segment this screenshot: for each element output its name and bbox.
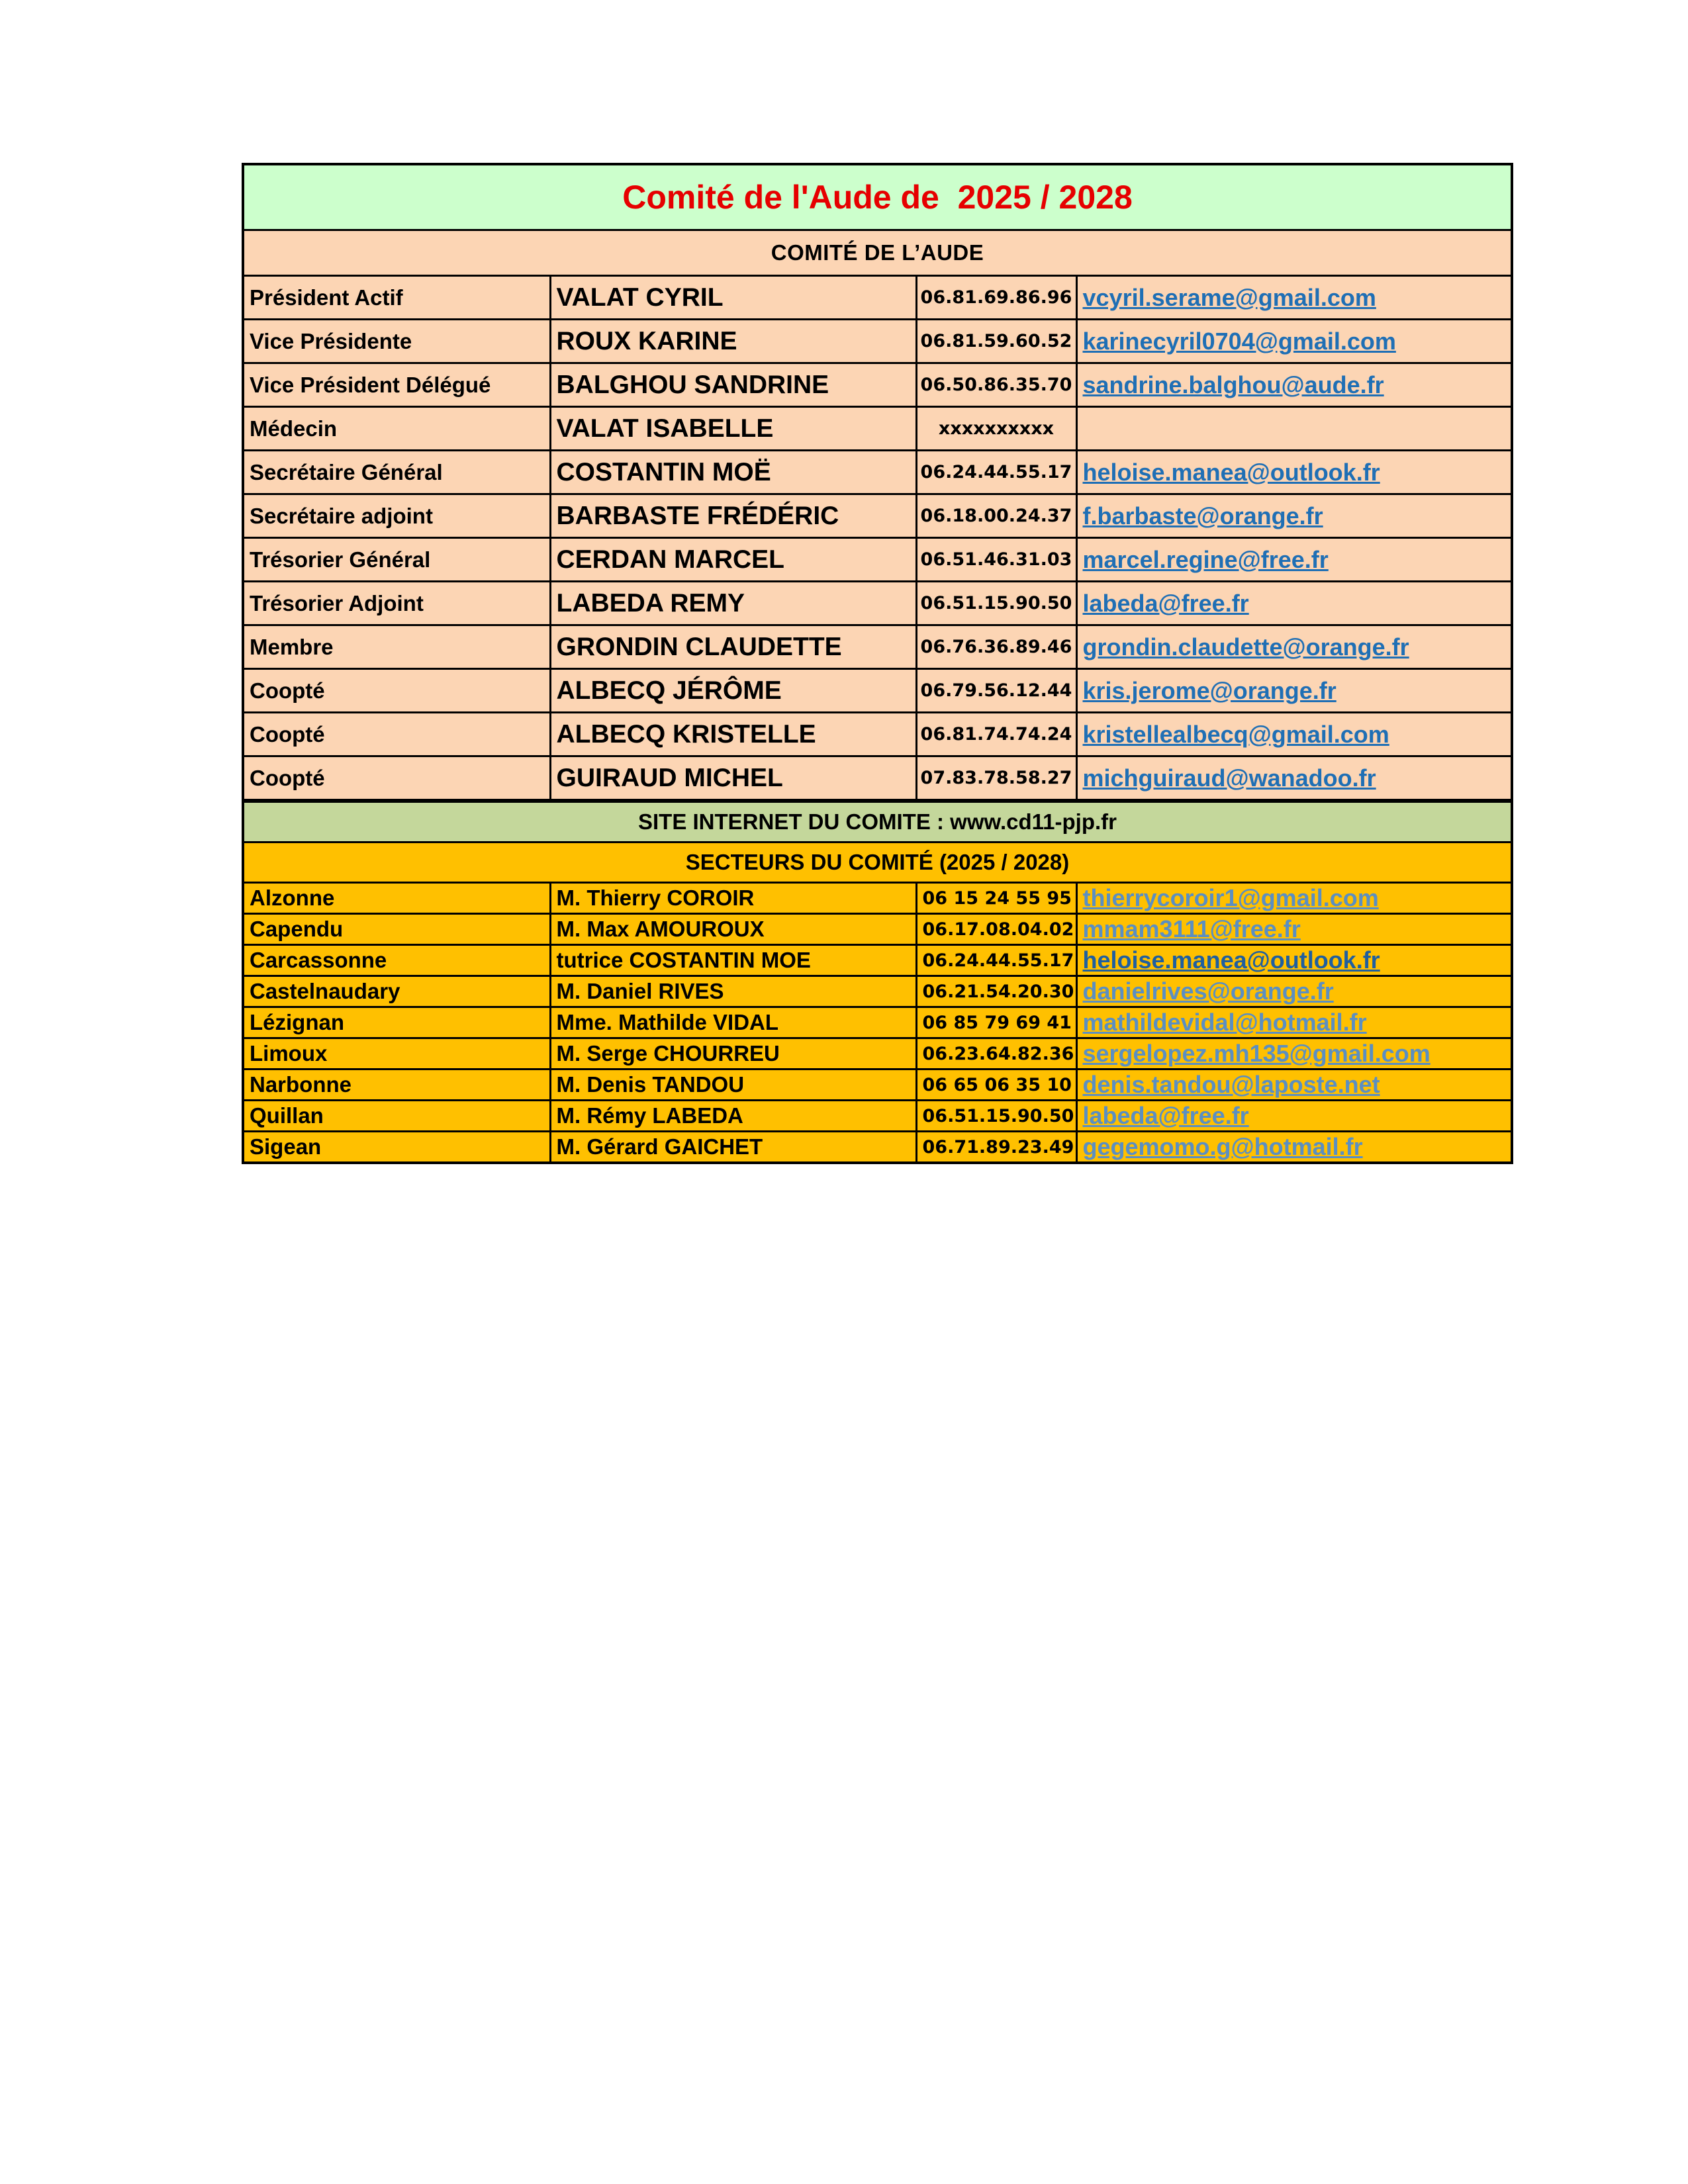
email-link[interactable]: f.barbaste@orange.fr xyxy=(1076,494,1511,538)
name-cell: BALGHOU SANDRINE xyxy=(550,363,916,407)
phone-cell: 06.21.54.20.30 xyxy=(916,976,1076,1007)
section-title-committee: COMITÉ DE L’AUDE xyxy=(244,231,1511,277)
contact-cell: M. Max AMOUROUX xyxy=(550,914,916,945)
name-cell: ALBECQ JÉRÔME xyxy=(550,669,916,713)
table-row xyxy=(244,914,1511,945)
phone-cell: 06.50.86.35.70 xyxy=(916,363,1076,407)
name-cell: CERDAN MARCEL xyxy=(550,538,916,582)
email-link[interactable]: danielrives@orange.fr xyxy=(1076,976,1511,1007)
phone-cell: 06.81.59.60.52 xyxy=(916,320,1076,363)
contact-cell: M. Serge CHOURREU xyxy=(550,1038,916,1069)
table-row xyxy=(244,1069,1511,1101)
contact-cell: tutrice COSTANTIN MOE xyxy=(550,945,916,976)
table-row xyxy=(244,669,1511,713)
email-link[interactable]: sandrine.balghou@aude.fr xyxy=(1076,363,1511,407)
table-row xyxy=(244,320,1511,363)
sector-cell: Carcassonne xyxy=(244,945,550,976)
phone-cell: xxxxxxxxxx xyxy=(916,407,1076,451)
role-cell: Membre xyxy=(244,625,550,669)
email-link[interactable]: grondin.claudette@orange.fr xyxy=(1076,625,1511,669)
phone-cell: 06.51.15.90.50 xyxy=(916,582,1076,625)
table-row xyxy=(244,451,1511,494)
name-cell: COSTANTIN MOË xyxy=(550,451,916,494)
name-cell: ROUX KARINE xyxy=(550,320,916,363)
name-cell: GRONDIN CLAUDETTE xyxy=(550,625,916,669)
email-link[interactable]: vcyril.serame@gmail.com xyxy=(1076,277,1511,320)
table-row xyxy=(244,976,1511,1007)
table-row xyxy=(244,277,1511,320)
table-row xyxy=(244,713,1511,756)
sector-cell: Lézignan xyxy=(244,1007,550,1038)
role-cell: Coopté xyxy=(244,669,550,713)
email-link[interactable]: mmam3111@free.fr xyxy=(1076,914,1511,945)
email-link[interactable]: marcel.regine@free.fr xyxy=(1076,538,1511,582)
name-cell: LABEDA REMY xyxy=(550,582,916,625)
role-cell: Trésorier Général xyxy=(244,538,550,582)
sector-cell: Capendu xyxy=(244,914,550,945)
email-link[interactable]: karinecyril0704@gmail.com xyxy=(1076,320,1511,363)
table-row xyxy=(244,582,1511,625)
phone-cell: 06.23.64.82.36 xyxy=(916,1038,1076,1069)
sector-cell: Castelnaudary xyxy=(244,976,550,1007)
email-link[interactable]: gegemomo.g@hotmail.fr xyxy=(1076,1132,1511,1162)
table-row xyxy=(244,884,1511,914)
phone-cell: 06.81.74.74.24 xyxy=(916,713,1076,756)
email-link xyxy=(1076,407,1511,451)
role-cell: Coopté xyxy=(244,713,550,756)
contact-cell: M. Gérard GAICHET xyxy=(550,1132,916,1162)
contact-cell: M. Daniel RIVES xyxy=(550,976,916,1007)
contact-cell: M. Thierry COROIR xyxy=(550,884,916,914)
committee-sheet xyxy=(242,163,1513,1164)
table-row xyxy=(244,363,1511,407)
contact-cell: M. Denis TANDOU xyxy=(550,1069,916,1101)
email-link[interactable]: labeda@free.fr xyxy=(1076,1101,1511,1132)
contact-cell: M. Rémy LABEDA xyxy=(550,1101,916,1132)
email-link[interactable]: heloise.manea@outlook.fr xyxy=(1076,451,1511,494)
contact-cell: Mme. Mathilde VIDAL xyxy=(550,1007,916,1038)
name-cell: GUIRAUD MICHEL xyxy=(550,756,916,800)
phone-cell: 06.71.89.23.49 xyxy=(916,1132,1076,1162)
email-link[interactable]: thierrycoroir1@gmail.com xyxy=(1076,884,1511,914)
role-cell: Vice Présidente xyxy=(244,320,550,363)
phone-cell: 06 65 06 35 10 xyxy=(916,1069,1076,1101)
name-cell: VALAT CYRIL xyxy=(550,277,916,320)
name-cell: ALBECQ KRISTELLE xyxy=(550,713,916,756)
role-cell: Médecin xyxy=(244,407,550,451)
phone-cell: 06.81.69.86.96 xyxy=(916,277,1076,320)
role-cell: Secrétaire adjoint xyxy=(244,494,550,538)
table-row xyxy=(244,1132,1511,1162)
email-link[interactable]: heloise.manea@outlook.fr xyxy=(1076,945,1511,976)
table-row xyxy=(244,625,1511,669)
sector-cell: Quillan xyxy=(244,1101,550,1132)
phone-cell: 07.83.78.58.27 xyxy=(916,756,1076,800)
email-link[interactable]: mathildevidal@hotmail.fr xyxy=(1076,1007,1511,1038)
table-row xyxy=(244,1007,1511,1038)
table-row xyxy=(244,756,1511,800)
sector-cell: Alzonne xyxy=(244,884,550,914)
phone-cell: 06 15 24 55 95 xyxy=(916,884,1076,914)
sector-cell: Sigean xyxy=(244,1132,550,1162)
phone-cell: 06.17.08.04.02 xyxy=(916,914,1076,945)
email-link[interactable]: denis.tandou@laposte.net xyxy=(1076,1069,1511,1101)
phone-cell: 06.18.00.24.37 xyxy=(916,494,1076,538)
email-link[interactable]: sergelopez.mh135@gmail.com xyxy=(1076,1038,1511,1069)
phone-cell: 06 85 79 69 41 xyxy=(916,1007,1076,1038)
phone-cell: 06.76.36.89.46 xyxy=(916,625,1076,669)
name-cell: BARBASTE FRÉDÉRIC xyxy=(550,494,916,538)
board-table xyxy=(244,277,1511,801)
page-title: Comité de l'Aude de 2025 / 2028 xyxy=(244,165,1511,231)
phone-cell: 06.51.15.90.50 xyxy=(916,1101,1076,1132)
role-cell: Coopté xyxy=(244,756,550,800)
table-row xyxy=(244,494,1511,538)
table-row xyxy=(244,1101,1511,1132)
table-row xyxy=(244,1038,1511,1069)
email-link[interactable]: kristellealbecq@gmail.com xyxy=(1076,713,1511,756)
phone-cell: 06.24.44.55.17 xyxy=(916,945,1076,976)
website-row: SITE INTERNET DU COMITE : www.cd11-pjp.fr xyxy=(244,801,1511,843)
table-row xyxy=(244,538,1511,582)
role-cell: Président Actif xyxy=(244,277,550,320)
role-cell: Trésorier Adjoint xyxy=(244,582,550,625)
sector-cell: Narbonne xyxy=(244,1069,550,1101)
role-cell: Secrétaire Général xyxy=(244,451,550,494)
table-row xyxy=(244,407,1511,451)
sectors-table xyxy=(244,884,1511,1161)
email-link[interactable]: kris.jerome@orange.fr xyxy=(1076,669,1511,713)
name-cell: VALAT ISABELLE xyxy=(550,407,916,451)
role-cell: Vice Président Délégué xyxy=(244,363,550,407)
phone-cell: 06.51.46.31.03 xyxy=(916,538,1076,582)
email-link[interactable]: michguiraud@wanadoo.fr xyxy=(1076,756,1511,800)
phone-cell: 06.24.44.55.17 xyxy=(916,451,1076,494)
email-link[interactable]: labeda@free.fr xyxy=(1076,582,1511,625)
table-row xyxy=(244,945,1511,976)
sector-cell: Limoux xyxy=(244,1038,550,1069)
section-title-sectors: SECTEURS DU COMITÉ (2025 / 2028) xyxy=(244,843,1511,884)
phone-cell: 06.79.56.12.44 xyxy=(916,669,1076,713)
